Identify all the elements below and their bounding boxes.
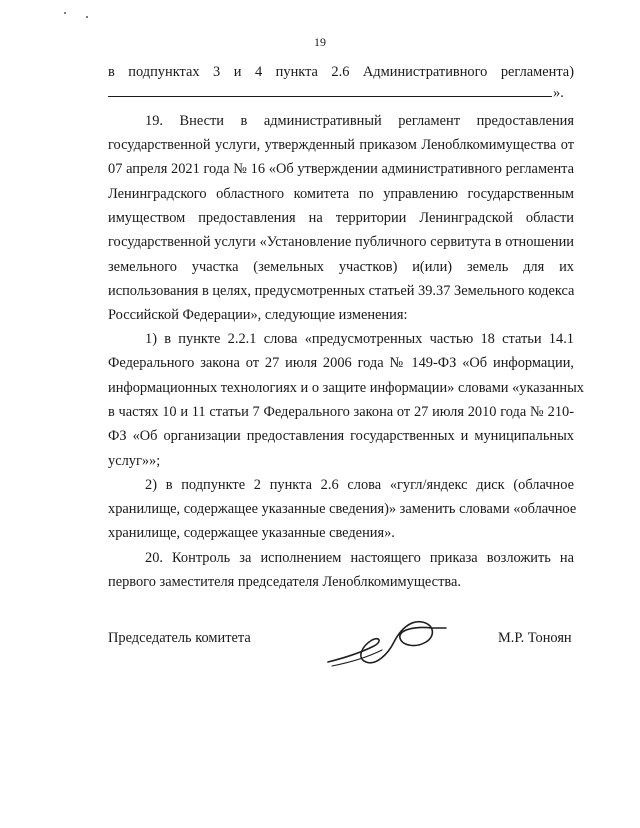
paragraph-19-line: имуществом предоставления на территории Ленинградской области (108, 210, 574, 226)
paragraph-19-line: использования в целях, предусмотренных статьей 39.37 Земельного кодекса (108, 283, 575, 299)
handwritten-signature (322, 606, 452, 676)
scan-speck (64, 12, 66, 14)
paragraph-19-line: земельного участка (земельных участков) и(или) земель для их (108, 259, 574, 275)
item-1-line: услуг»»; (108, 453, 161, 469)
paragraph-19-line: Российской Федерации», следующие изменения: (108, 307, 408, 323)
item-1-line: Федерального закона от 27 июля 2006 года № 149-ФЗ «Об информации, (108, 355, 574, 371)
item-2-line: хранилище, содержащее указанные сведения)» заменить словами «облачное (108, 501, 577, 517)
text-line: в подпунктах 3 и 4 пункта 2.6 Административного регламента) (108, 64, 574, 80)
blank-underline (108, 96, 552, 97)
paragraph-19-line: государственной услуги «Установление публичного сервитута в отношении (108, 234, 574, 250)
paragraph-19-line: Ленинградского областного комитета по управлению государственным (108, 186, 574, 202)
paragraph-20-line: первого заместителя председателя Леноблкомимущества. (108, 574, 461, 590)
paragraph-19-line: государственной услуги, утвержденный приказом Леноблкомимущества от (108, 137, 574, 153)
item-1-line: в частях 10 и 11 статьи 7 Федерального закона от 27 июля 2010 года № 210- (108, 404, 574, 420)
scan-speck (86, 16, 88, 18)
paragraph-20-line: 20. Контроль за исполнением настоящего приказа возложить на (145, 550, 574, 566)
item-1-line: ФЗ «Об организации предоставления государственных и муниципальных (108, 428, 574, 444)
page-number: 19 (314, 35, 326, 49)
item-1-line: информационных технологиях и о защите информации» словами «указанных (108, 380, 585, 396)
signer-title: Председатель комитета (108, 630, 251, 646)
item-2-line: 2) в подпункте 2 пункта 2.6 слова «гугл/яндекс диск (облачное (145, 477, 574, 493)
item-2-line: хранилище, содержащее указанные сведения». (108, 525, 395, 541)
signer-name: М.Р. Тоноян (498, 630, 572, 646)
paragraph-19-line: 07 апреля 2021 года № 16 «Об утверждении административного регламента (108, 161, 574, 177)
paragraph-19-line: 19. Внести в административный регламент предоставления (145, 113, 574, 129)
item-1-line: 1) в пункте 2.2.1 слова «предусмотренных частью 18 статьи 14.1 (145, 331, 574, 347)
text-line: ». (553, 85, 564, 101)
